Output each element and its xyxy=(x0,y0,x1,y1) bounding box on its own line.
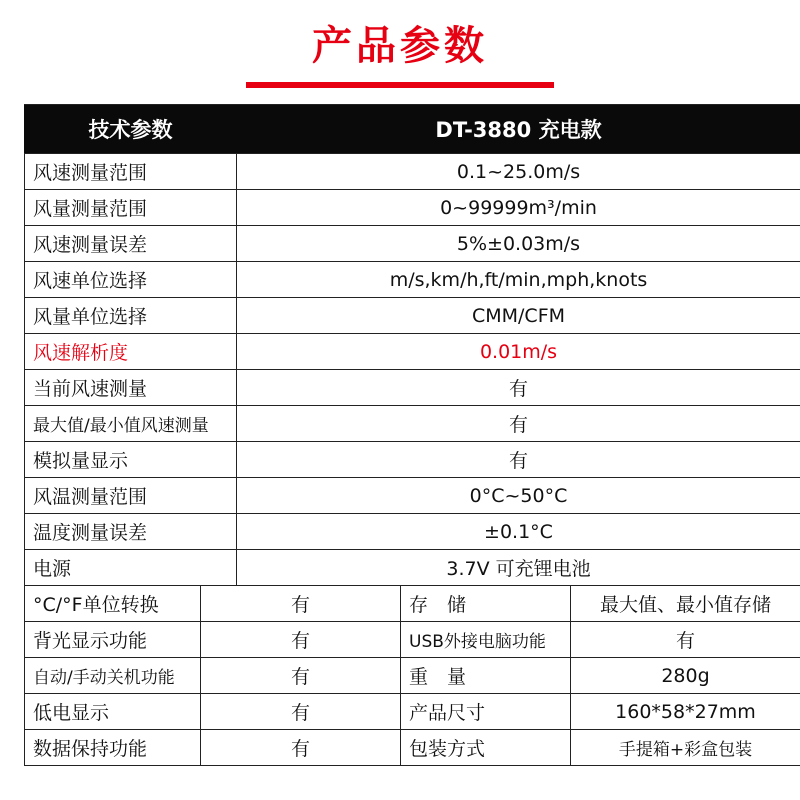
row-label: 最大值/最小值风速测量 xyxy=(24,406,236,441)
header-model: DT-3880 充电款 xyxy=(236,105,800,153)
row-label: 风速解析度 xyxy=(24,334,236,369)
row-value: 有 xyxy=(236,442,800,477)
table-header-row xyxy=(24,104,800,154)
row-label: 温度测量误差 xyxy=(24,514,236,549)
row-label: 模拟量显示 xyxy=(24,442,236,477)
row-value: 最大值、最小值存储 xyxy=(570,586,800,621)
table-row xyxy=(24,478,800,514)
row-label: 自动/手动关机功能 xyxy=(24,658,200,693)
row-value: m/s,km/h,ft/min,mph,knots xyxy=(236,262,800,297)
row-value: 有 xyxy=(200,694,400,729)
table-row-highlight xyxy=(24,334,800,370)
row-label: 包装方式 xyxy=(400,730,570,765)
row-value: 有 xyxy=(200,586,400,621)
title-underline xyxy=(246,82,554,88)
table-row-4col xyxy=(24,730,800,766)
table-row xyxy=(24,154,800,190)
row-value: 3.7V 可充锂电池 xyxy=(236,550,800,585)
row-value: 160*58*27mm xyxy=(570,694,800,729)
table-row xyxy=(24,262,800,298)
table-row xyxy=(24,226,800,262)
row-label: 数据保持功能 xyxy=(24,730,200,765)
row-label: 存 储 xyxy=(400,586,570,621)
row-label: 风量单位选择 xyxy=(24,298,236,333)
row-label: °C/°F单位转换 xyxy=(24,586,200,621)
row-label: 当前风速测量 xyxy=(24,370,236,405)
table-row xyxy=(24,298,800,334)
row-label: USB外接电脑功能 xyxy=(400,622,570,657)
table-row-4col xyxy=(24,658,800,694)
row-label: 风速测量范围 xyxy=(24,154,236,189)
row-value: 0.01m/s xyxy=(236,334,800,369)
row-value: 有 xyxy=(570,622,800,657)
table-row xyxy=(24,370,800,406)
row-value: 有 xyxy=(236,406,800,441)
row-label: 背光显示功能 xyxy=(24,622,200,657)
row-value: 0°C~50°C xyxy=(236,478,800,513)
table-row xyxy=(24,190,800,226)
table-row xyxy=(24,406,800,442)
row-label: 风量测量范围 xyxy=(24,190,236,225)
header-param: 技术参数 xyxy=(24,105,236,153)
row-label: 重 量 xyxy=(400,658,570,693)
table-row xyxy=(24,550,800,586)
page-title: 产品参数 xyxy=(312,23,488,69)
row-label: 低电显示 xyxy=(24,694,200,729)
row-value: 有 xyxy=(200,658,400,693)
row-value: ±0.1°C xyxy=(236,514,800,549)
table-row xyxy=(24,514,800,550)
table-row-4col xyxy=(24,586,800,622)
row-value: 手提箱+彩盒包装 xyxy=(570,730,800,765)
row-value: CMM/CFM xyxy=(236,298,800,333)
row-label: 风温测量范围 xyxy=(24,478,236,513)
row-label: 产品尺寸 xyxy=(400,694,570,729)
row-label: 电源 xyxy=(24,550,236,585)
row-value: 280g xyxy=(570,658,800,693)
row-label: 风速测量误差 xyxy=(24,226,236,261)
table-row xyxy=(24,442,800,478)
table-row-4col xyxy=(24,694,800,730)
table-row-4col xyxy=(24,622,800,658)
row-value: 有 xyxy=(236,370,800,405)
row-value: 有 xyxy=(200,730,400,765)
row-label: 风速单位选择 xyxy=(24,262,236,297)
row-value: 0~99999m³/min xyxy=(236,190,800,225)
row-value: 有 xyxy=(200,622,400,657)
row-value: 5%±0.03m/s xyxy=(236,226,800,261)
row-value: 0.1~25.0m/s xyxy=(236,154,800,189)
spec-table xyxy=(24,104,800,766)
